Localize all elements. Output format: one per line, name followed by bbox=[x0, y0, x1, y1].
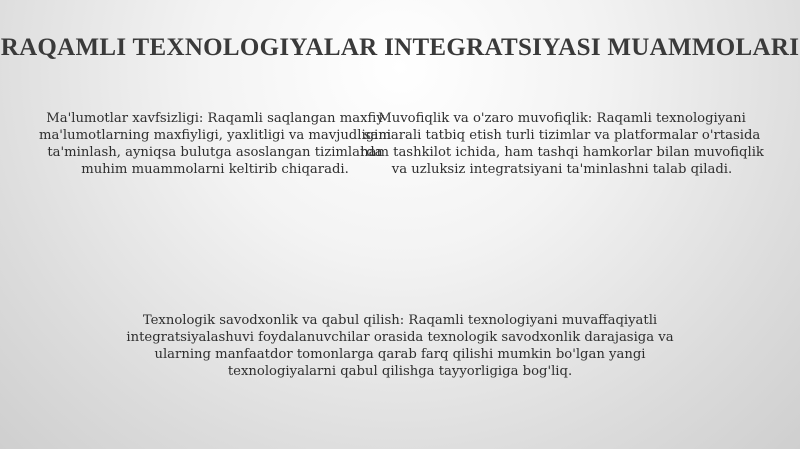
paragraph-tech-literacy: Texnologik savodxonlik va qabul qilish: Raqamli texnologiyani muvaffaqiyatli integratsiyalashuvi foydalanuvchilar orasida texnologik savodxonlik darajasiga va ularning manfaatdor tomonlarga qarab farq qilishi mumkin bo'lgan yangi texnologiyalarni qabul qilishga tayyorligiga bog'liq. bbox=[126, 313, 674, 379]
paragraph-compatibility: Muvofiqlik va o'zaro muvofiqlik: Raqamli texnologiyani samarali tatbiq etish turli tizimlar va platformalar o'rtasida ham tashkilot ichida, ham tashqi hamkorlar bilan muvofiqlik va uzluksiz integratsiyani ta'minlashni talab qiladi. bbox=[360, 111, 764, 177]
paragraph-data-security: Ma'lumotlar xavfsizligi: Raqamli saqlangan maxfiy ma'lumotlarning maxfiyligi, yaxlitligi va mavjudligini ta'minlash, ayniqsa bulutga asoslangan tizimlarda muhim muammolarni keltirib chiqaradi. bbox=[38, 111, 392, 177]
slide-title: RAQAMLI TEXNOLOGIYALAR INTEGRATSIYASI MUAMMOLARI bbox=[0, 34, 800, 61]
